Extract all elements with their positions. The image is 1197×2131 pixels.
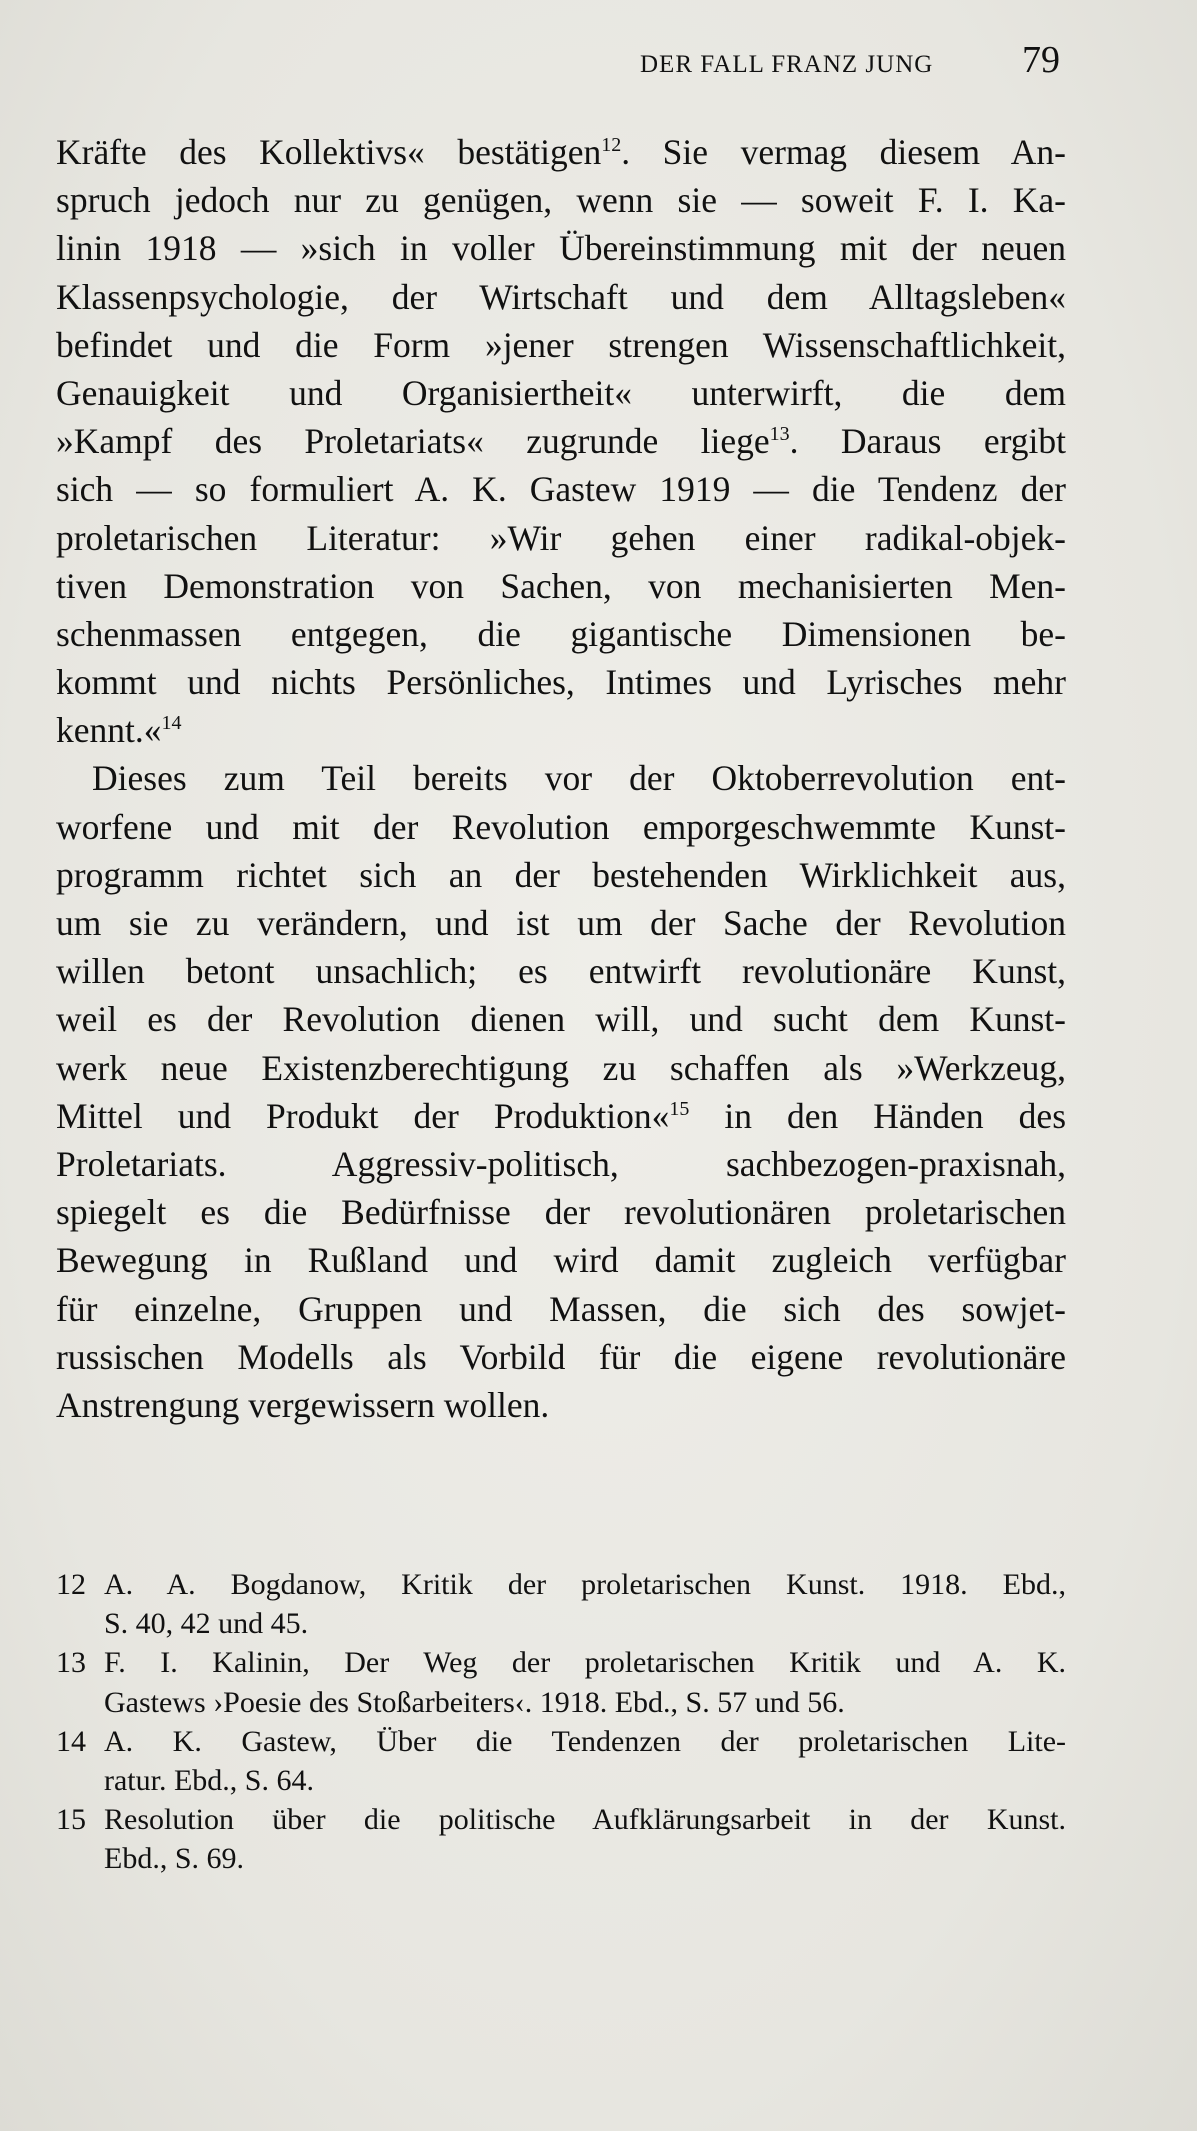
text-segment: spiegelt es die Bedürfnisse der revolutionären proletarischen: [56, 1192, 1066, 1233]
text-segment: befindet und die Form »jener strengen Wissenschaftlichkeit,: [56, 324, 1066, 365]
footnote-text: [104, 1643, 1066, 1721]
footnote: [56, 1722, 1066, 1800]
text-line: [56, 465, 1066, 513]
footnote-line: Resolution über die politische Aufklärungsarbeit in der Kunst.: [104, 1803, 1066, 1837]
footnote: [56, 1565, 1066, 1643]
text-line: [56, 803, 1066, 851]
text-line: [56, 995, 1066, 1043]
footnote-line: S. 40, 42 und 45.: [104, 1607, 309, 1641]
footnote-line: Gastews ›Poesie des Stoßarbeiters‹. 1918. Ebd., S. 57 und 56.: [104, 1685, 845, 1719]
text-segment: willen betont unsachlich; es entwirft revolutionäre Kunst,: [56, 951, 1066, 992]
running-head: [640, 38, 1060, 82]
text-line: [56, 321, 1066, 369]
text-line: [56, 224, 1066, 272]
text-segment: für einzelne, Gruppen und Massen, die sich des sowjet-: [56, 1288, 1066, 1329]
text-segment: programm richtet sich an der bestehenden Wirklichkeit aus,: [56, 854, 1066, 895]
footnote-ref: 15: [669, 1097, 690, 1120]
text-line: [56, 273, 1066, 321]
text-line: [56, 851, 1066, 899]
text-segment: »Kampf des Proletariats« zugrunde liege: [56, 421, 770, 462]
text-segment: spruch jedoch nur zu genügen, wenn sie — soweit F. I. Ka-: [56, 180, 1066, 221]
text-segment: werk neue Existenzberechtigung zu schaffen als »Werkzeug,: [56, 1047, 1066, 1088]
text-line: [56, 1044, 1066, 1092]
text-line: [56, 658, 1066, 706]
footnotes: [56, 1565, 1066, 1879]
footnote-line: A. K. Gastew, Über die Tendenzen der proletarischen Lite-: [104, 1724, 1066, 1758]
footnote-ref: 13: [769, 423, 790, 446]
text-line: [56, 1092, 1066, 1140]
text-segment: Bewegung in Rußland und wird damit zugleich verfügbar: [56, 1240, 1066, 1281]
text-line: [56, 610, 1066, 658]
page-number: 79: [1022, 39, 1060, 81]
text-line: [56, 176, 1066, 224]
text-line: [56, 1285, 1066, 1333]
footnote-ref: 14: [161, 712, 182, 735]
text-line: [56, 1188, 1066, 1236]
text-segment: proletarischen Literatur: »Wir gehen einer radikal-objek-: [56, 517, 1066, 558]
footnote-number: 13: [56, 1646, 86, 1680]
text-line: [56, 417, 1066, 465]
text-line: [56, 1236, 1066, 1284]
footnote-line: Ebd., S. 69.: [104, 1842, 245, 1876]
text-segment: Kräfte des Kollektivs« bestätigen: [56, 132, 602, 172]
footnote-ref: 12: [601, 134, 622, 157]
footnote-text: [104, 1565, 1066, 1643]
text-segment: Anstrengung vergewissern wollen.: [56, 1384, 550, 1425]
text-segment: Dieses zum Teil bereits vor der Oktoberrevolution ent-: [92, 758, 1066, 799]
footnote: [56, 1643, 1066, 1721]
text-segment: schenmassen entgegen, die gigantische Dimensionen be-: [56, 613, 1066, 654]
text-line: [56, 1140, 1066, 1188]
text-segment: russischen Modells als Vorbild für die eigene revolutionäre: [56, 1336, 1066, 1377]
text-line: [56, 1333, 1066, 1381]
body-text: [56, 128, 1066, 1429]
text-line: [56, 1381, 1066, 1429]
text-segment: Proletariats. Aggressiv-politisch, sachbezogen-praxisnah,: [56, 1143, 1066, 1184]
text-segment: Genauigkeit und Organisiertheit« unterwirft, die dem: [56, 372, 1066, 413]
text-segment: kennt.«: [56, 710, 162, 751]
footnote-line: ratur. Ebd., S. 64.: [104, 1763, 314, 1797]
text-segment: Klassenpsychologie, der Wirtschaft und dem Alltagsleben«: [56, 276, 1066, 317]
text-segment: . Sie vermag diesem An-: [621, 132, 1066, 172]
footnote-number: 12: [56, 1568, 86, 1601]
text-segment: Mittel und Produkt der Produktion«: [56, 1095, 670, 1136]
text-line: [56, 706, 1066, 754]
text-line: [56, 562, 1066, 610]
text-segment: kommt und nichts Persönliches, Intimes und Lyrisches mehr: [56, 662, 1066, 703]
text-line: [56, 899, 1066, 947]
text-segment: in den Händen des: [689, 1095, 1067, 1136]
footnote-number: 14: [56, 1724, 86, 1758]
text-segment: sich — so formuliert A. K. Gastew 1919 — die Tendenz der: [56, 469, 1066, 510]
footnote-number: 15: [56, 1803, 86, 1837]
text-segment: weil es der Revolution dienen will, und sucht dem Kunst-: [56, 999, 1066, 1040]
text-segment: . Daraus ergibt: [789, 421, 1067, 462]
text-line: [56, 128, 1066, 176]
text-segment: tiven Demonstration von Sachen, von mechanisierten Men-: [56, 565, 1066, 606]
footnote-line: F. I. Kalinin, Der Weg der proletarischen Kritik und A. K.: [104, 1646, 1066, 1680]
footnote: [56, 1800, 1066, 1878]
text-line: [56, 369, 1066, 417]
text-segment: worfene und mit der Revolution emporgeschwemmte Kunst-: [56, 806, 1066, 847]
text-line: [56, 947, 1066, 995]
footnote-line: A. A. Bogdanow, Kritik der proletarischen Kunst. 1918. Ebd.,: [104, 1568, 1066, 1601]
text-segment: linin 1918 — »sich in voller Übereinstimmung mit der neuen: [56, 228, 1066, 269]
footnote-text: [104, 1722, 1066, 1800]
text-segment: um sie zu verändern, und ist um der Sache der Revolution: [56, 903, 1066, 943]
text-line: [56, 754, 1066, 802]
running-title: DER FALL FRANZ JUNG: [640, 51, 934, 78]
footnote-text: [104, 1800, 1066, 1878]
text-line: [56, 514, 1066, 562]
